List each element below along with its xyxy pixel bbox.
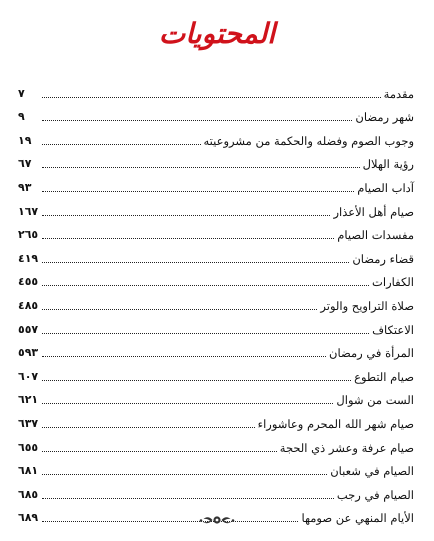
toc-entry-page: ٦٧: [18, 157, 32, 171]
toc-entry-page: ٦٣٧: [18, 416, 39, 430]
dot-leader: [42, 309, 317, 310]
dot-leader: [42, 97, 381, 98]
toc-entry[interactable]: [18, 456, 414, 480]
footer-ornament: [0, 514, 434, 526]
toc-entry-page: ٩٣: [18, 180, 32, 194]
dot-leader: [42, 356, 326, 357]
toc-entry-page: ١٦٧: [18, 204, 39, 218]
toc-entry[interactable]: [18, 314, 414, 338]
dot-leader: [42, 403, 333, 404]
toc-entry[interactable]: [18, 385, 414, 409]
toc-entry[interactable]: [18, 196, 414, 220]
toc-entry[interactable]: [18, 361, 414, 385]
toc-entry-page: ٩: [18, 110, 25, 124]
toc-entry-title: رؤية الهلال: [362, 157, 414, 172]
toc-entry[interactable]: [18, 479, 414, 503]
toc-entry-title: شهر رمضان: [355, 110, 414, 125]
dot-leader: [42, 238, 334, 239]
toc-entry-page: ٦٨٩: [18, 511, 39, 525]
toc-entry-page: ٤٥٥: [18, 275, 39, 289]
toc-entry-title: صيام التطوع: [354, 369, 414, 384]
toc-entry-title: صيام عرفة وعشر ذي الحجة: [279, 440, 414, 455]
dot-leader: [42, 333, 369, 334]
toc-entry[interactable]: [18, 290, 414, 314]
dot-leader: [42, 474, 327, 475]
toc-entry[interactable]: [18, 125, 414, 149]
toc-entry[interactable]: [18, 267, 414, 291]
toc-entry[interactable]: [18, 220, 414, 244]
dot-leader: [42, 285, 369, 286]
toc-entry-title: قضاء رمضان: [352, 251, 414, 266]
dot-leader: [42, 167, 360, 168]
dot-leader: [42, 380, 351, 381]
toc-entry[interactable]: [18, 432, 414, 456]
toc-entry-title: صلاة التراويح والوتر: [320, 298, 414, 313]
toc-entry[interactable]: [18, 102, 414, 126]
toc-entry-title: الاعتكاف: [372, 322, 414, 337]
toc-entry-page: ٢٦٥: [18, 228, 39, 242]
table-of-contents: [18, 78, 414, 526]
toc-entry-title: الصيام في رجب: [336, 487, 414, 502]
dot-leader: [42, 191, 354, 192]
toc-entry-title: آداب الصيام: [357, 180, 414, 195]
toc-entry-title: مفسدات الصيام: [337, 228, 414, 243]
toc-entry-page: ٥٥٧: [18, 322, 39, 336]
dot-leader: [42, 144, 201, 145]
toc-entry[interactable]: [18, 338, 414, 362]
toc-entry-page: ٥٩٣: [18, 346, 39, 360]
dot-leader: [42, 262, 349, 263]
dot-leader: [42, 427, 255, 428]
toc-entry-title: صيام أهل الأعذار: [333, 204, 414, 219]
floral-divider-icon: [197, 514, 237, 526]
toc-entry-title: صيام شهر الله المحرم وعاشوراء: [257, 416, 414, 431]
dot-leader: [42, 120, 352, 121]
toc-entry-page: ٦٠٧: [18, 369, 39, 383]
toc-entry[interactable]: [18, 408, 414, 432]
toc-entry-page: ٤٨٥: [18, 298, 39, 312]
toc-entry-page: ٦٨١: [18, 464, 39, 478]
toc-entry-title: الصيام في شعبان: [330, 464, 414, 479]
dot-leader: [42, 215, 330, 216]
toc-entry-title: مقدمة: [383, 86, 414, 101]
toc-entry-page: ٦٢١: [18, 393, 39, 407]
toc-entry-page: ١٩: [18, 133, 32, 147]
toc-entry[interactable]: [18, 243, 414, 267]
dot-leader: [42, 498, 334, 499]
toc-entry-page: ٤١٩: [18, 251, 39, 265]
page-title: المحتويات: [158, 17, 276, 50]
toc-entry-page: ٦٨٥: [18, 487, 39, 501]
toc-entry-page: ٦٥٥: [18, 440, 39, 454]
toc-entry[interactable]: [18, 149, 414, 173]
toc-entry-title: وجوب الصوم وفضله والحكمة من مشروعيته: [203, 133, 414, 148]
toc-entry-title: الكفارات: [372, 275, 414, 290]
toc-entry-title: المرأة في رمضان: [329, 346, 414, 361]
dot-leader: [42, 451, 277, 452]
toc-entry-title: الأيام المنهي عن صومها: [301, 511, 414, 526]
toc-entry[interactable]: [18, 78, 414, 102]
toc-entry-page: ٧: [18, 86, 25, 100]
toc-entry-title: الست من شوال: [336, 393, 414, 408]
toc-entry[interactable]: [18, 172, 414, 196]
